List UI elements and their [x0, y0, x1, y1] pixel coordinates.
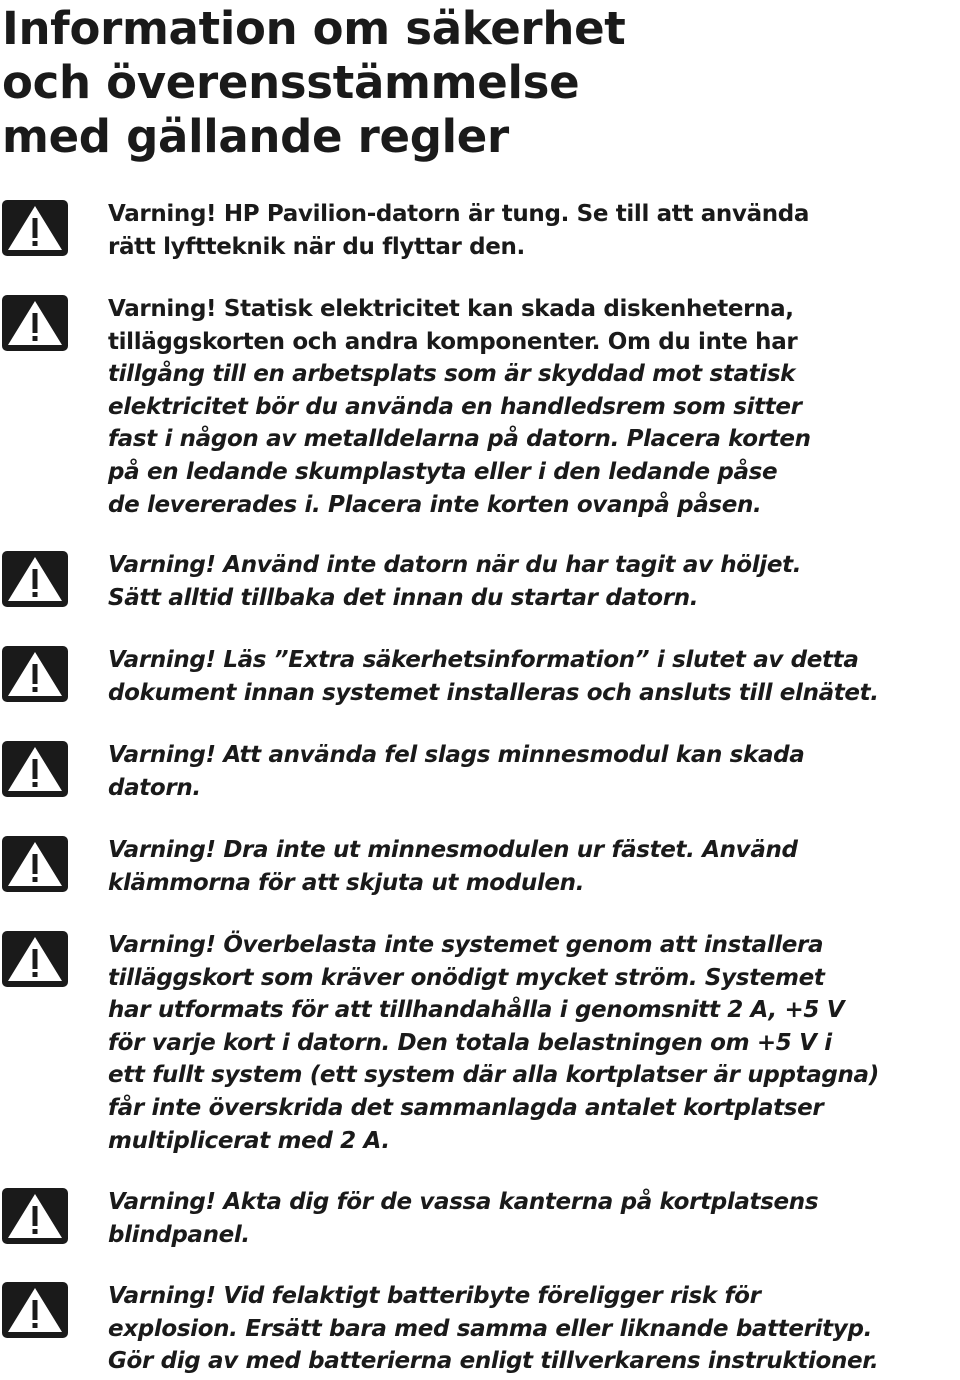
warning-text [108, 293, 958, 521]
warning-line: ett fullt system (ett system där alla kortplatser är upptagna) [108, 1062, 879, 1089]
page-title-line: och överensstämmelse [2, 56, 580, 109]
warning-line: dokument innan systemet installeras och ansluts till elnätet. [108, 679, 879, 706]
warning-line: rätt lyftteknik när du flyttar den. [108, 233, 525, 260]
warning-triangle-icon [2, 1282, 68, 1338]
warning-line: har utformats för att tillhandahålla i genomsnitt 2 A, +5 V [108, 997, 845, 1024]
warning-line: Varning! Överbelasta inte systemet genom att installera [108, 932, 824, 958]
warning-line: Varning! HP Pavilion-datorn är tung. Se till att använda [108, 201, 810, 227]
warning-triangle-icon [2, 551, 68, 607]
warning-line: Varning! Dra inte ut minnesmodulen ur fästet. Använd [108, 837, 798, 863]
warning-text [108, 834, 958, 899]
warning-line: blindpanel. [108, 1221, 250, 1248]
warning-line: Varning! Att använda fel slags minnesmodul kan skada [108, 742, 805, 768]
warning-line: tillgång till en arbetsplats som är skyddad mot statisk [108, 361, 796, 388]
warning-line: tilläggskort som kräver onödigt mycket ström. Systemet [108, 964, 825, 991]
warning-triangle-icon [2, 741, 68, 797]
warning-text [108, 549, 958, 614]
warning-line: elektricitet bör du använda en handledsrem som sitter [108, 393, 802, 420]
warning-line: Varning! Akta dig för de vassa kanterna på kortplatsens [108, 1189, 819, 1215]
warning-line: tilläggskorten och andra komponenter. Om du inte har [108, 328, 798, 355]
warning-line: klämmorna för att skjuta ut modulen. [108, 869, 585, 896]
warning-text [108, 198, 958, 263]
warning-triangle-icon [2, 295, 68, 351]
warning-line: Sätt alltid tillbaka det innan du startar datorn. [108, 584, 699, 611]
warning-triangle-icon [2, 200, 68, 256]
warning-line: Gör dig av med batterierna enligt tillverkarens instruktioner. [108, 1348, 879, 1375]
warning-line: explosion. Ersätt bara med samma eller liknande batterityp. [108, 1315, 872, 1342]
warning-line: Varning! Läs ”Extra säkerhetsinformation” i slutet av detta [108, 647, 859, 673]
warning-text [108, 929, 958, 1157]
warning-line: Varning! Statisk elektricitet kan skada diskenheterna, [108, 296, 794, 322]
warning-text [108, 1280, 958, 1378]
warning-line: på en ledande skumplastyta eller i den ledande påse [108, 458, 778, 485]
warning-line: fast i någon av metalldelarna på datorn. Placera korten [108, 426, 811, 453]
warning-text [108, 644, 958, 709]
warning-text [108, 1186, 958, 1251]
warning-line: för varje kort i datorn. Den totala belastningen om +5 V i [108, 1029, 832, 1056]
warning-line: de levererades i. Placera inte korten ovanpå påsen. [108, 491, 762, 518]
warning-line: Varning! Vid felaktigt batteribyte föreligger risk för [108, 1283, 761, 1309]
warning-line: datorn. [108, 774, 201, 801]
warning-line: multiplicerat med 2 A. [108, 1127, 390, 1154]
warning-line: får inte överskrida det sammanlagda antalet kortplatser [108, 1094, 824, 1121]
page-title-line: Information om säkerhet [2, 2, 626, 55]
page-title [2, 2, 942, 164]
warning-triangle-icon [2, 646, 68, 702]
warning-triangle-icon [2, 931, 68, 987]
warning-line: Varning! Använd inte datorn när du har tagit av höljet. [108, 552, 802, 578]
page-title-line: med gällande regler [2, 110, 509, 163]
warning-triangle-icon [2, 1188, 68, 1244]
warning-triangle-icon [2, 836, 68, 892]
warning-text [108, 739, 958, 804]
